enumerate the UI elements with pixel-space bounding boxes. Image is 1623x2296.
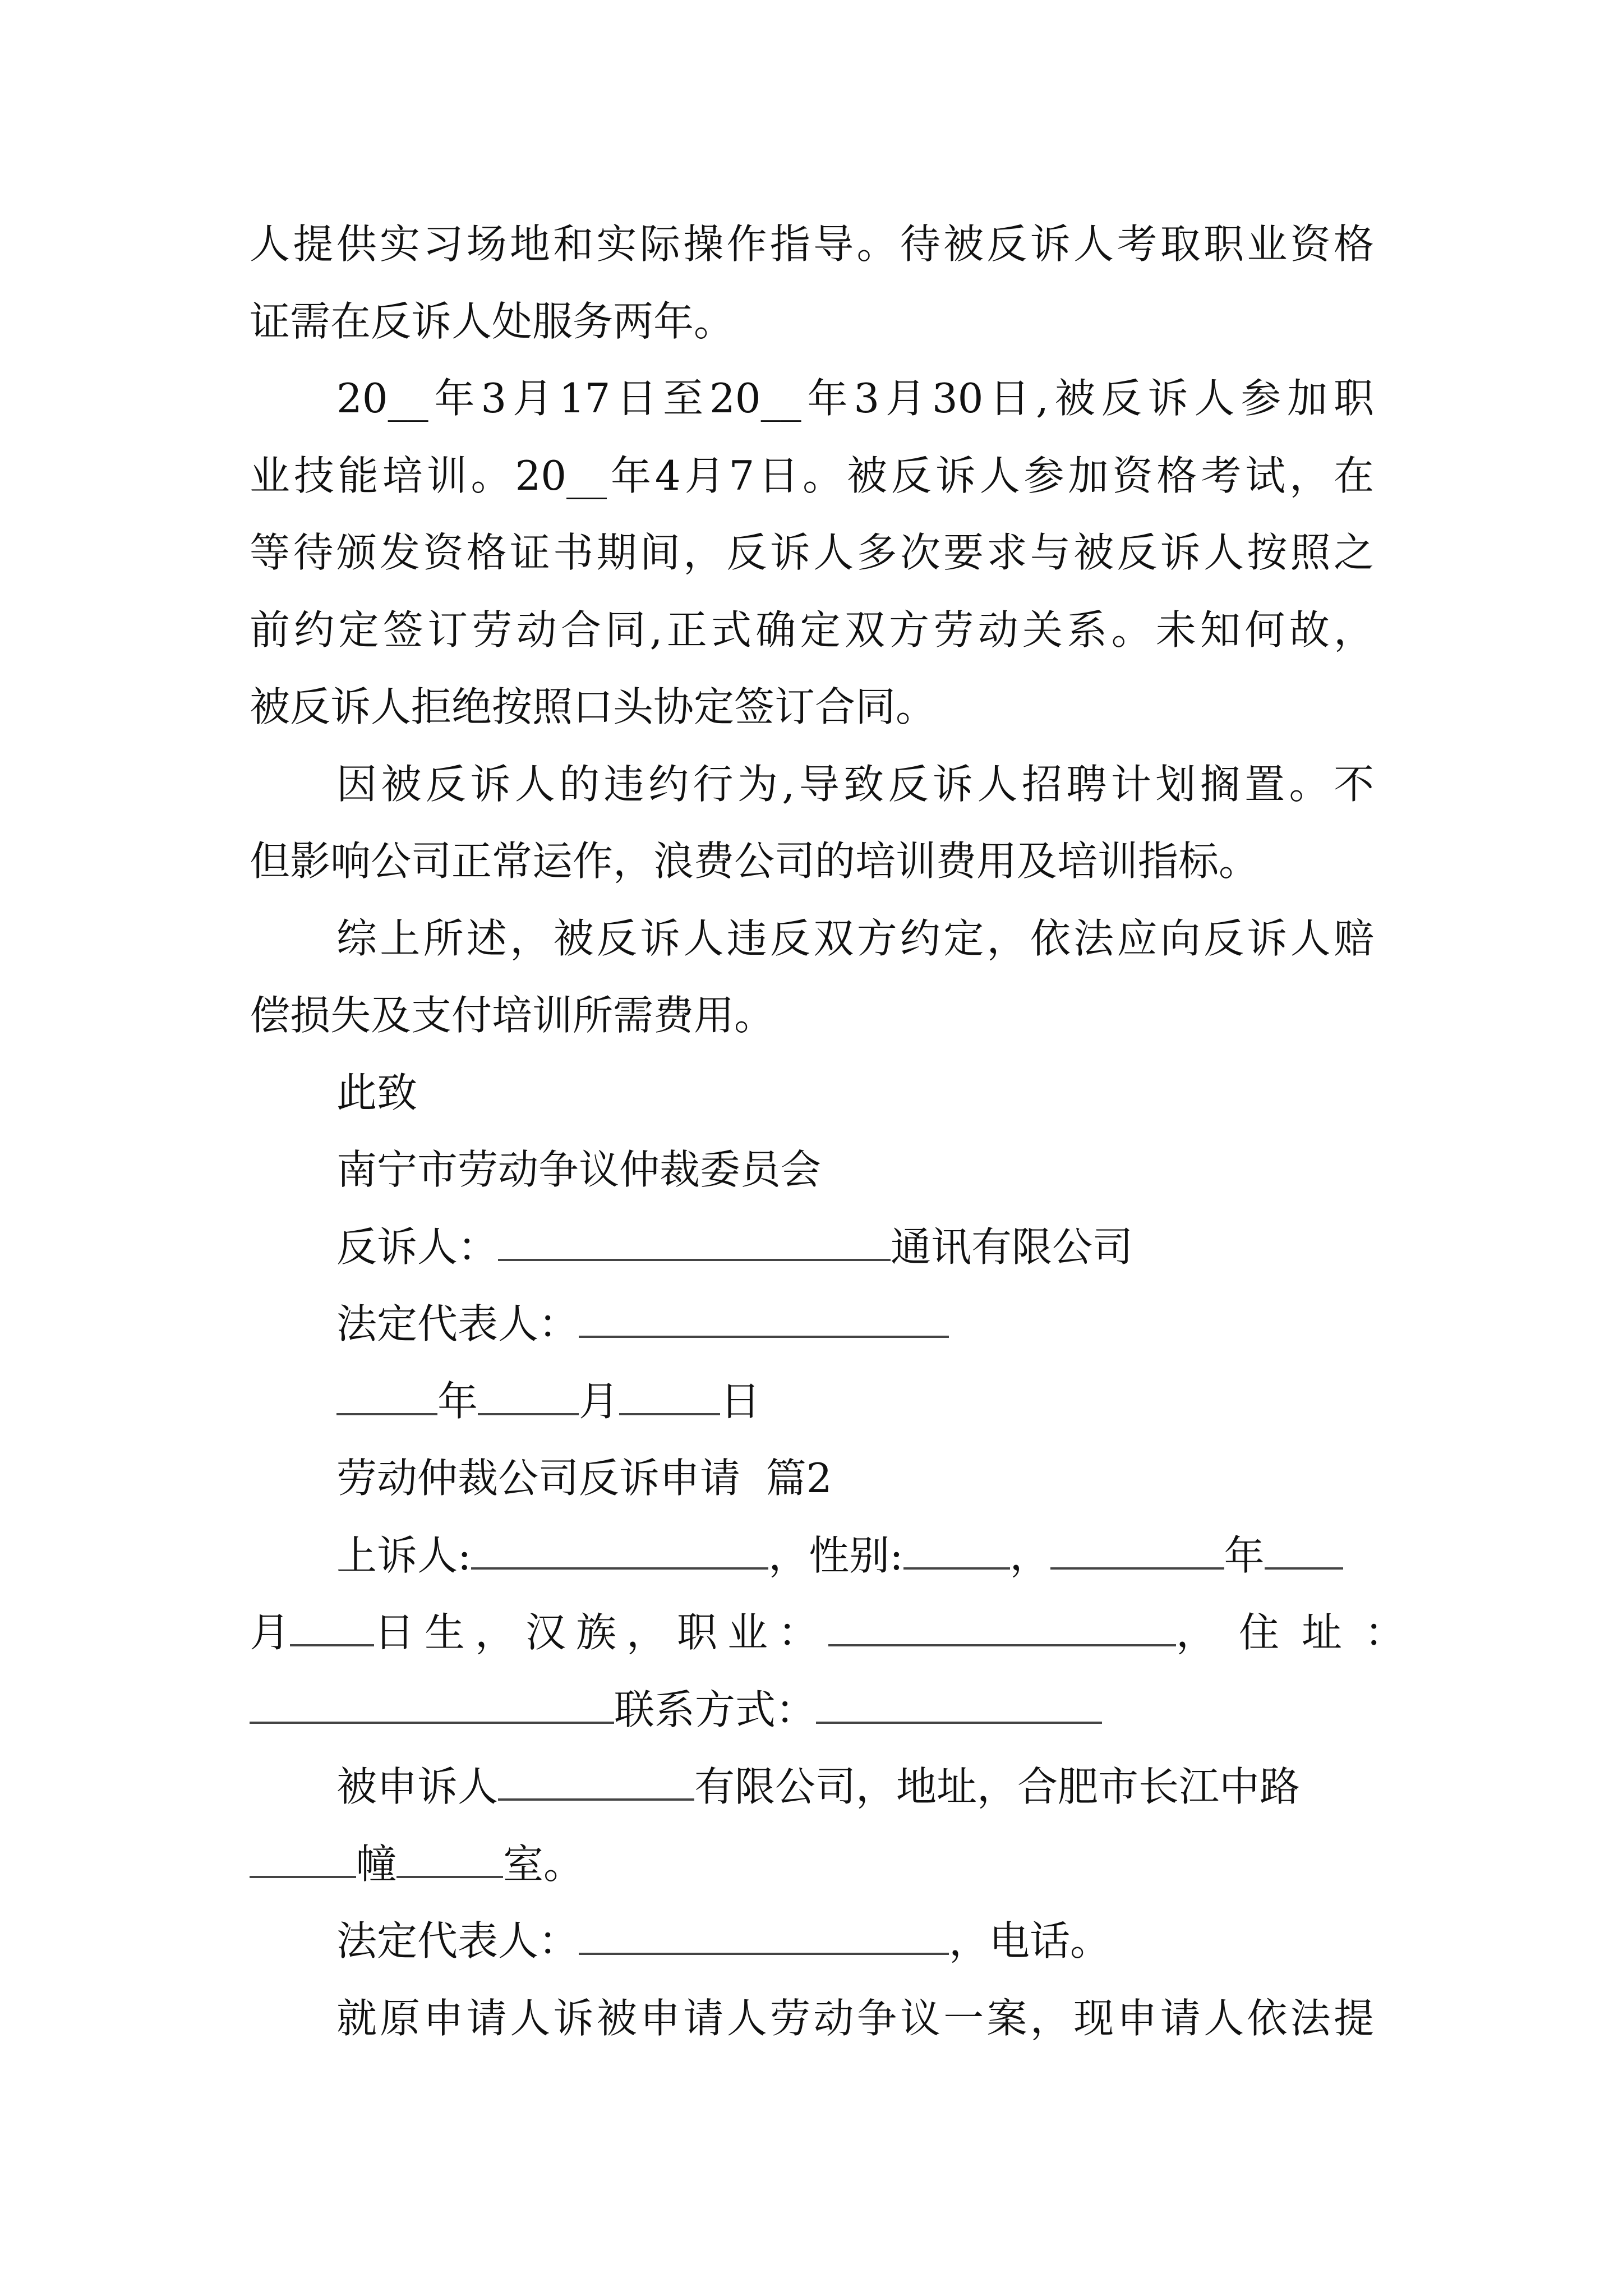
paragraph-line: 业技能培训。20__年4月7日。被反诉人参加资格考试，在 [250, 452, 1374, 499]
blank-line [478, 1377, 579, 1415]
born-ethnic-job-label: 日生，汉族，职业： [374, 1609, 829, 1656]
date-line [336, 1359, 1374, 1443]
blank-line [498, 1763, 694, 1801]
appellant-line-3 [250, 1668, 1374, 1752]
blank-line [579, 1300, 949, 1338]
blank-line [1050, 1531, 1224, 1570]
salutation: 此致 [336, 1069, 418, 1116]
counterclaimant-line [336, 1205, 1374, 1289]
blank-line [828, 1608, 1176, 1646]
building-label: 幢 [356, 1841, 397, 1888]
blank-line [498, 1223, 891, 1261]
addressee: 南宁市劳动争议仲裁委员会 [336, 1146, 822, 1193]
section-title: 劳动仲裁公司反诉申请 篇2 [336, 1455, 832, 1502]
blank-line [579, 1917, 949, 1955]
paragraph-line: 综上所述，被反诉人违反双方约定，依法应向反诉人赔 [336, 915, 1374, 962]
appellant-line-2 [250, 1590, 1428, 1674]
blank-line [816, 1686, 1102, 1724]
month-label: 月 [250, 1609, 291, 1656]
company-suffix: 通讯有限公司 [891, 1223, 1133, 1271]
paragraph-line: 20__年3月17日至20__年3月30日,被反诉人参加职 [336, 375, 1374, 422]
paragraph-line: 人提供实习场地和实际操作指导。待被反诉人考取职业资格 [250, 220, 1374, 268]
paragraph-line: 证需在反诉人处服务两年。 [250, 298, 735, 345]
blank-line [336, 1377, 437, 1415]
year-label: 年 [1224, 1532, 1265, 1579]
gender-label: ，性别: [768, 1532, 903, 1579]
respondent-line-2 [250, 1822, 1374, 1906]
address-label: ，住址： [1176, 1609, 1428, 1656]
blank-line [903, 1531, 1010, 1570]
blank-line [396, 1840, 503, 1878]
paragraph-line: 被反诉人拒绝按照口头协定签订合同。 [250, 683, 937, 730]
paragraph-line: 等待颁发资格证书期间，反诉人多次要求与被反诉人按照之 [250, 529, 1374, 576]
contact-label: 联系方式： [614, 1686, 817, 1733]
paragraph-line: 偿损失及支付培训所需费用。 [250, 992, 775, 1039]
appellant-label: 上诉人: [336, 1532, 472, 1579]
paragraph-line: 就原申请人诉被申请人劳动争议一案，现申请人依法提 [336, 1995, 1374, 2042]
month-label: 月 [579, 1378, 620, 1425]
company-address: 有限公司，地址，合肥市长江中路 [694, 1763, 1301, 1810]
day-label: 日 [720, 1378, 761, 1425]
blank-line [290, 1608, 374, 1646]
blank-line [1265, 1531, 1343, 1570]
legal-rep-line [336, 1282, 1374, 1366]
respondent-label: 被申诉人 [336, 1763, 499, 1810]
blank-line [619, 1377, 720, 1415]
blank-line [250, 1686, 614, 1724]
phone-label: ，电话。 [949, 1917, 1111, 1964]
legal-rep-label: 法定代表人： [336, 1917, 579, 1964]
paragraph-line: 但影响公司正常运作，浪费公司的培训费用及培训指标。 [250, 838, 1260, 885]
blank-line [250, 1840, 356, 1878]
counterclaimant-label: 反诉人： [336, 1223, 499, 1271]
respondent-line-1 [336, 1745, 1374, 1829]
comma: ， [1009, 1532, 1050, 1579]
legal-rep-label: 法定代表人： [336, 1300, 579, 1347]
appellant-line-1 [336, 1513, 1374, 1598]
legal-rep-line-2 [336, 1899, 1374, 1983]
year-label: 年 [437, 1378, 478, 1425]
paragraph-line: 因被反诉人的违约行为,导致反诉人招聘计划搁置。不 [336, 761, 1374, 808]
room-label: 室。 [503, 1841, 584, 1888]
paragraph-line: 前约定签订劳动合同,正式确定双方劳动关系。未知何故， [250, 606, 1374, 654]
blank-line [471, 1531, 768, 1570]
